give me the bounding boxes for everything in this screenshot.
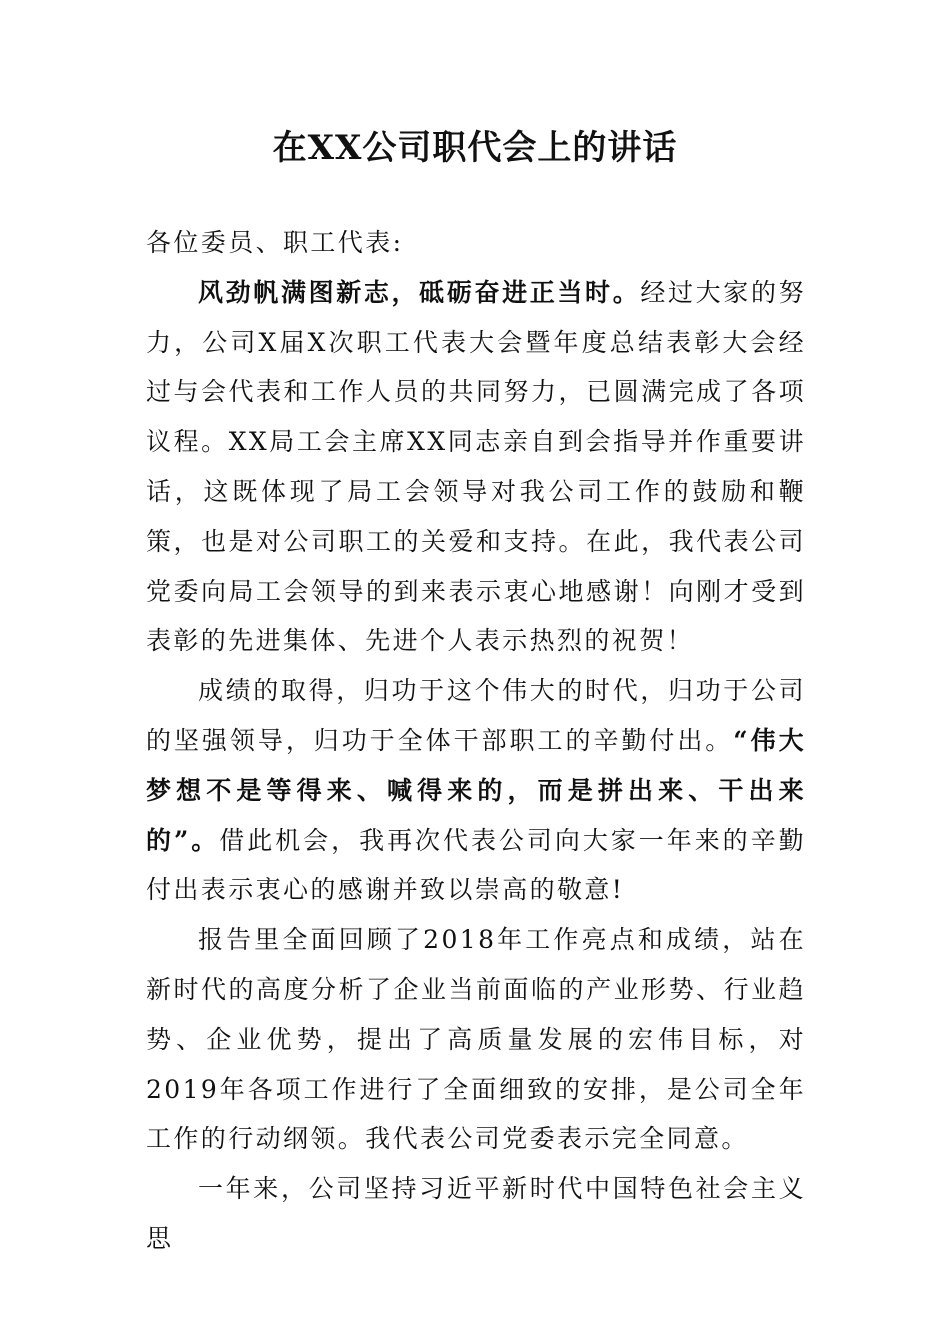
paragraph-4 <box>146 1164 806 1264</box>
paragraph-1-text: 经过大家的努力，公司X届X次职工代表大会暨年度总结表彰大会经过与会代表和工作人员的共同努力，已圆满完成了各项议程。XX局工会主席XX同志亲自到会指导并作重要讲话，这既体现了局工会领导对我公司工作的鼓励和鞭策，也是对公司职工的关爱和支持。在此，我代表公司党委向局工会领导的到来表示衷心地感谢！向刚才受到表彰的先进集体、先进个人表示热烈的祝贺！ <box>146 277 806 656</box>
paragraph-2-text-after: 借此机会，我再次代表公司向大家一年来的辛勤付出表示衷心的感谢并致以崇高的敬意! <box>146 825 806 905</box>
paragraph-3 <box>146 915 806 1164</box>
paragraph-3-text: 报告里全面回顾了2018年工作亮点和成绩，站在新时代的高度分析了企业当前面临的产业形势、行业趋势、企业优势，提出了高质量发展的宏伟目标，对2019年各项工作进行了全面细致的安排，是公司全年工作的行动纲领。我代表公司党委表示完全同意。 <box>146 925 806 1154</box>
salutation: 各位委员、职工代表: <box>146 228 404 257</box>
document-title: 在XX公司职代会上的讲话 <box>272 128 678 168</box>
paragraph-2 <box>146 666 806 915</box>
paragraph-1-bold-lead: 风劲帆满图新志，砥砺奋进正当时。 <box>198 277 641 307</box>
document-body <box>146 218 806 1264</box>
paragraph-2-bold-quote: “伟大梦想不是等得来、喊得来的，而是拼出来、干出来的”。 <box>146 725 806 855</box>
paragraph-1 <box>146 268 806 666</box>
paragraph-4-text: 一年来，公司坚持习近平新时代中国特色社会主义思 <box>146 1174 806 1253</box>
paragraph-2-text-before: 成绩的取得，归功于这个伟大的时代，归功于公司的坚强领导，归功于全体干部职工的辛勤付出。 <box>146 676 806 755</box>
